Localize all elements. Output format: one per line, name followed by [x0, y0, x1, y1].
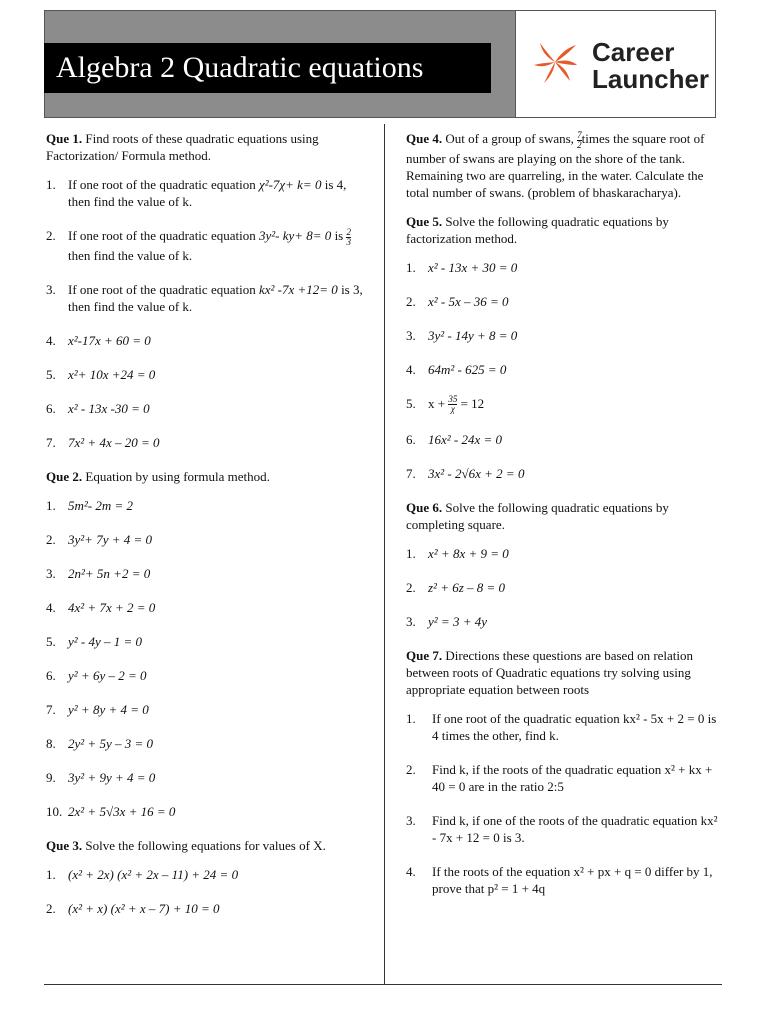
right-column	[406, 130, 722, 914]
list-item: 4. 4x² + 7x + 2 = 0	[46, 599, 156, 615]
fraction: $\frac{7}{2}$	[577, 129, 582, 150]
list-item: 4. 64m² - 625 = 0	[406, 361, 507, 377]
list-item: 6. x² - 13x -30 = 0	[46, 400, 150, 416]
list-item: 3. 2n²+ 5n +2 = 0	[46, 565, 151, 581]
question-4: Que 4. Out of a group of swans, $\frac{7}{2}$ times the square root of number of swans are playing on the shore of the tank. Remaining two are quarreling, in the water. Calculate the total number of swans. (problem of bhaskaracharya).	[406, 129, 705, 200]
list-item: 3. Find k, if one of the roots of the quadratic equation kx² - 7x + 12 = 0 is 3.	[406, 813, 718, 846]
list-item: 10. 2x² + 5√3x + 16 = 0	[46, 803, 176, 819]
list-item: 2. (x² + x) (x² + x – 7) + 10 = 0	[46, 900, 220, 916]
question-1-heading: Que 1. Find roots of these quadratic equations using Factorization/ Formula method.	[46, 131, 319, 163]
list-item: 7. 3x² - 2√6x + 2 = 0	[406, 466, 525, 482]
list-item: 1. If one root of the quadratic equation kx² - 5x + 2 = 0 is 4 times the other, find k.	[406, 711, 717, 744]
list-item: 3. y² = 3 + 4y	[406, 614, 487, 630]
list-item: 6. y² + 6y – 2 = 0	[46, 667, 147, 683]
list-item: 8. 2y² + 5y – 3 = 0	[46, 735, 153, 751]
page-header	[44, 10, 716, 118]
list-item: 9. 3y² + 9y + 4 = 0	[46, 769, 156, 785]
list-item: 1. (x² + 2x) (x² + 2x – 11) + 24 = 0	[46, 866, 239, 882]
list-item: 4. x²-17x + 60 = 0	[46, 332, 151, 348]
page-title: Algebra 2 Quadratic equations	[44, 43, 491, 93]
list-item: 1. x² + 8x + 9 = 0	[406, 546, 509, 562]
list-item: 5. x²+ 10x +24 = 0	[46, 366, 156, 382]
list-item: 7. y² + 8y + 4 = 0	[46, 701, 149, 717]
question-2-heading: Que 2. Equation by using formula method.	[46, 468, 270, 484]
question-7-heading: Que 7. Directions these questions are based on relation between roots of Quadratic equations try solving using appropriate equation between roots	[406, 648, 694, 698]
list-item: 2. Find k, if the roots of the quadratic equation x² + kx + 40 = 0 are in the ratio 2:5	[406, 762, 713, 795]
list-item: 1. 5m²- 2m = 2	[46, 497, 134, 513]
logo-wordmark: Career Launcher	[592, 37, 710, 94]
logo-box	[516, 10, 716, 118]
list-item: 5. x + $\frac{35}{\chi}$ = 12	[406, 394, 485, 415]
list-item: 2. 3y²+ 7y + 4 = 0	[46, 531, 153, 547]
fraction: $\frac{2}{3}$	[346, 226, 351, 247]
list-item: 3. If one root of the quadratic equation kx² -7x +12= 0 is 3, then find the value of k.	[46, 281, 363, 314]
list-item: 2. If one root of the quadratic equation 3y²- ky+ 8= 0 is $\frac{2}{3}$ then find the value of k.	[46, 226, 351, 263]
list-item: 1. If one root of the quadratic equation χ²-7χ+ k= 0 is 4, then find the value of k.	[46, 177, 347, 209]
list-item: 5. y² - 4y – 1 = 0	[46, 633, 143, 649]
question-3-heading: Que 3. Solve the following equations for values of X.	[46, 837, 326, 853]
list-item: 2. z² + 6z – 8 = 0	[406, 580, 506, 596]
left-column	[46, 130, 366, 934]
list-item: 1. x² - 13x + 30 = 0	[406, 259, 518, 275]
career-launcher-logo-icon	[532, 39, 578, 85]
list-item: 2. x² - 5x – 36 = 0	[406, 293, 509, 309]
question-6-heading: Que 6. Solve the following quadratic equations by completing square.	[406, 500, 669, 533]
list-item: 3. 3y² - 14y + 8 = 0	[406, 327, 518, 343]
list-item: 7. 7x² + 4x – 20 = 0	[46, 434, 160, 450]
fraction: $\frac{35}{\chi}$	[448, 394, 458, 415]
list-item: 4. If the roots of the equation x² + px + q = 0 differ by 1, prove that p² = 1 + 4q	[406, 864, 713, 897]
bottom-rule	[44, 984, 722, 985]
column-divider	[384, 124, 385, 984]
question-5-heading: Que 5. Solve the following quadratic equations by factorization method.	[406, 213, 669, 246]
list-item: 6. 16x² - 24x = 0	[406, 432, 503, 448]
